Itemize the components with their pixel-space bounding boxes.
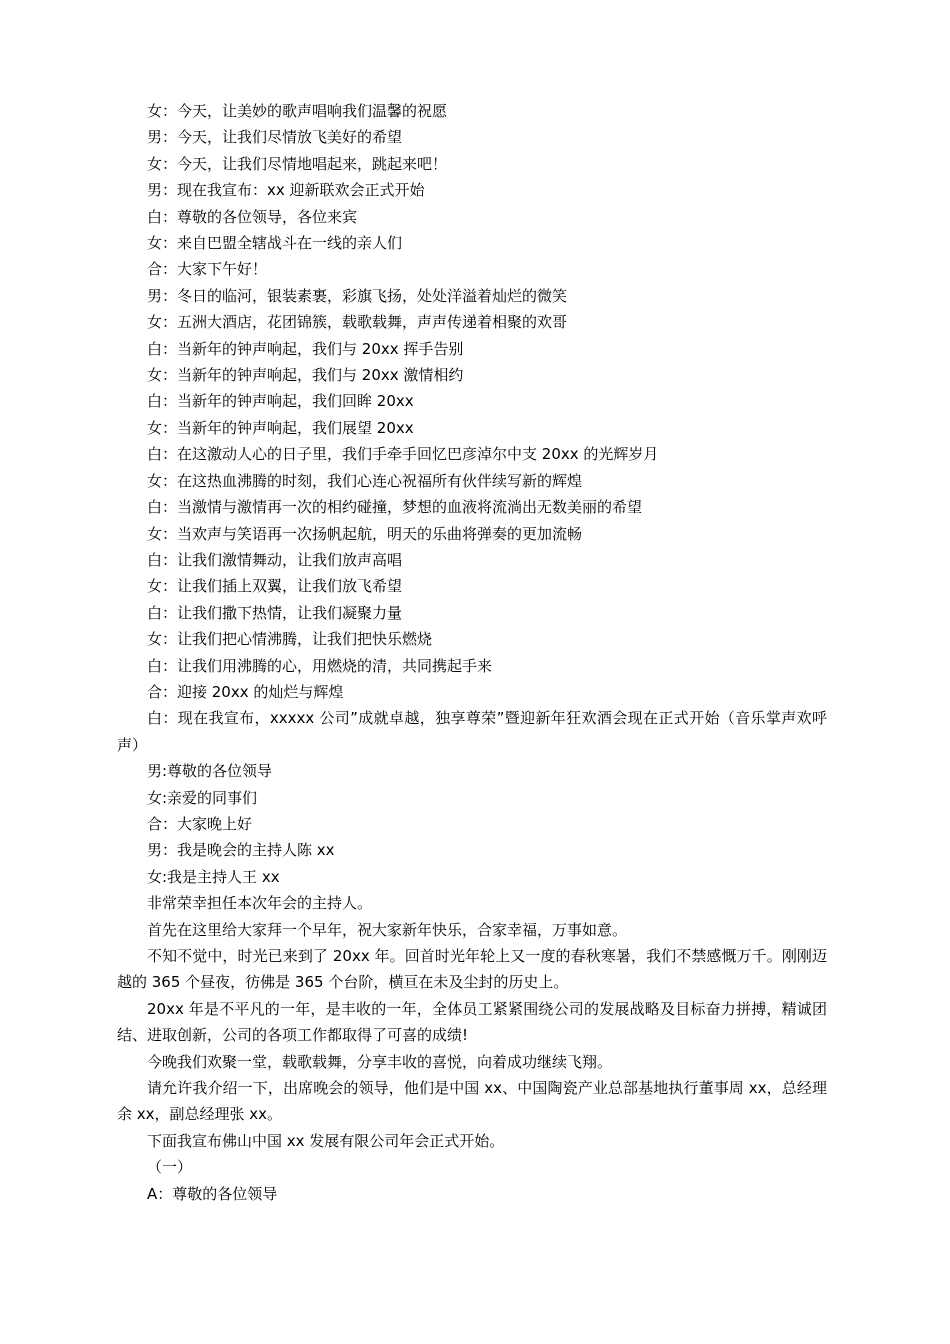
paragraph: 女：在这热血沸腾的时刻，我们心连心祝福所有伙伴续写新的辉煌 xyxy=(147,471,583,490)
paragraph: 女：当新年的钟声响起，我们与 20xx 激情相约 xyxy=(147,366,464,385)
paragraph: 女：让我们把心情沸腾，让我们把快乐燃烧 xyxy=(147,630,433,649)
paragraph: 女：五洲大酒店，花团锦簇，载歌载舞，声声传递着相聚的欢哥 xyxy=(147,313,568,332)
paragraph: （一） xyxy=(147,1158,193,1177)
paragraph: A：尊敬的各位领导 xyxy=(147,1184,278,1203)
paragraph: 合：迎接 20xx 的灿烂与辉煌 xyxy=(147,682,344,701)
paragraph: 女：今天，让美妙的歌声唱响我们温馨的祝愿 xyxy=(147,102,448,120)
paragraph: 请允许我介绍一下，出席晚会的领导，他们是中国 xx、中国陶瓷产业总部基地执行董事周 xx，总经理余 xx，副总经理张 xx。 xyxy=(117,1079,827,1124)
paragraph: 白：现在我宣布，xxxxx 公司”成就卓越，独享尊荣”暨迎新年狂欢酒会现在正式开始（音乐掌声欢呼声） xyxy=(117,709,827,754)
paragraph: 今晚我们欢聚一堂，载歌载舞，分享丰收的喜悦，向着成功继续飞翔。 xyxy=(147,1052,613,1071)
paragraph: 下面我宣布佛山中国 xx 发展有限公司年会正式开始。 xyxy=(147,1131,505,1150)
paragraph: 女：当欢声与笑语再一次扬帆起航，明天的乐曲将弹奏的更加流畅 xyxy=(147,524,583,543)
paragraph: 白：尊敬的各位领导，各位来宾 xyxy=(147,207,358,226)
document-body xyxy=(117,98,827,1207)
paragraph: 白：当新年的钟声响起，我们与 20xx 挥手告别 xyxy=(147,339,464,358)
paragraph: 白：让我们用沸腾的心，用燃烧的清，共同携起手来 xyxy=(147,656,493,675)
paragraph: 女：让我们插上双翼，让我们放飞希望 xyxy=(147,577,403,596)
paragraph: 非常荣幸担任本次年会的主持人。 xyxy=(147,894,373,913)
paragraph: 20xx 年是不平凡的一年，是丰收的一年，全体员工紧紧围绕公司的发展战略及目标奋力拼搏，精诚团结、进取创新，公司的各项工作都取得了可喜的成绩! xyxy=(117,999,827,1045)
paragraph: 男：现在我宣布：xx 迎新联欢会正式开始 xyxy=(147,181,425,200)
paragraph: 女：当新年的钟声响起，我们展望 20xx xyxy=(147,418,414,437)
paragraph: 男：冬日的临河，银装素裹，彩旗飞扬，处处洋溢着灿烂的微笑 xyxy=(147,286,568,305)
paragraph: 白：让我们激情舞动，让我们放声高唱 xyxy=(147,550,403,569)
paragraph: 男：我是晚会的主持人陈 xx xyxy=(147,841,335,860)
paragraph: 白：在这激动人心的日子里，我们手牵手回忆巴彦淖尔中支 20xx 的光辉岁月 xyxy=(147,445,659,464)
paragraph: 女：今天，让我们尽情地唱起来，跳起来吧！ xyxy=(147,154,448,173)
paragraph: 男:尊敬的各位领导 xyxy=(147,762,273,781)
paragraph: 白：让我们撒下热情，让我们凝聚力量 xyxy=(147,603,403,622)
paragraph: 首先在这里给大家拜一个早年，祝大家新年快乐，合家幸福，万事如意。 xyxy=(147,920,628,939)
paragraph: 不知不觉中，时光已来到了 20xx 年。回首时光年轮上又一度的春秋寒暑，我们不禁感慨万千。刚刚迈越的 365 个昼夜，彷佛是 365 个台阶，横亘在未及尘封的历史上。 xyxy=(117,947,827,992)
paragraph: 女:我是主持人王 xx xyxy=(147,867,280,886)
paragraph: 女:亲爱的同事们 xyxy=(147,788,258,807)
paragraph: 女：来自巴盟全辖战斗在一线的亲人们 xyxy=(147,234,403,253)
paragraph: 白：当激情与激情再一次的相约碰撞，梦想的血液将流淌出无数美丽的希望 xyxy=(147,498,643,517)
paragraph: 男：今天，让我们尽情放飞美好的希望 xyxy=(147,128,403,147)
paragraph: 白：当新年的钟声响起，我们回眸 20xx xyxy=(147,392,414,411)
paragraph: 合：大家下午好！ xyxy=(147,260,268,279)
paragraph: 合：大家晚上好 xyxy=(147,814,253,833)
